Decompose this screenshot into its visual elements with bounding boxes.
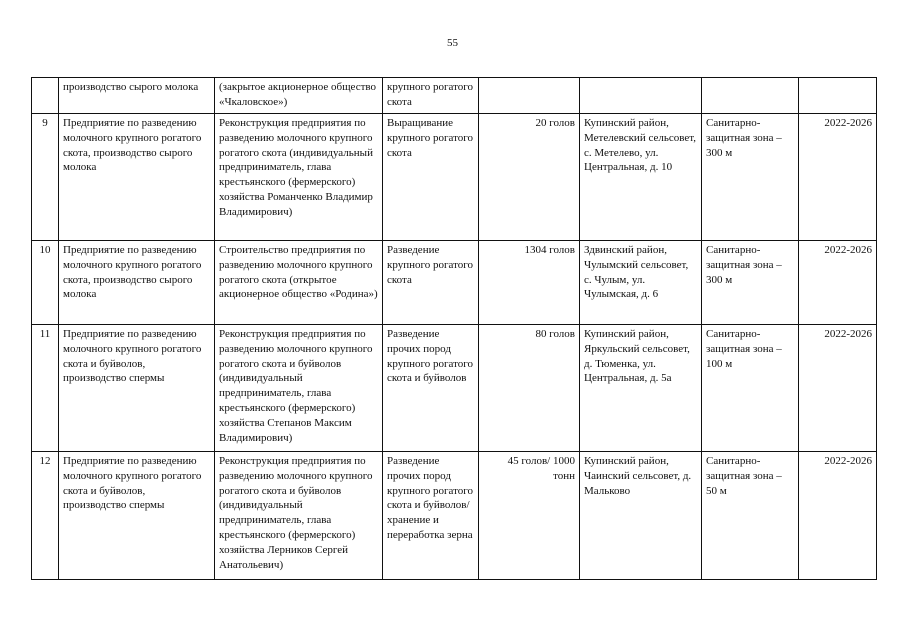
- location: Купинский район, Чаинский сельсовет, д. Мальково: [580, 452, 702, 580]
- location: Здвинский район, Чулымский сельсовет, с. Чулым, ул. Чулымская, д. 6: [580, 241, 702, 325]
- location: [580, 78, 702, 114]
- capacity-value: 45 голов/ 1000 тонн: [479, 452, 580, 580]
- row-number: 11: [32, 325, 59, 452]
- planning-table: [31, 77, 877, 580]
- object-name: Предприятие по разведению молочного крупного рогатого скота, производство сырого молока: [59, 114, 215, 241]
- row-number: 10: [32, 241, 59, 325]
- implementation-period: 2022-2026: [799, 452, 877, 580]
- location: Купинский район, Яркульский сельсовет, д. Тюменка, ул. Центральная, д. 5а: [580, 325, 702, 452]
- protection-zone: Санитарно-защитная зона – 300 м: [702, 114, 799, 241]
- activity-type: Разведение крупного рогатого скота: [383, 241, 479, 325]
- implementation-period: [799, 78, 877, 114]
- capacity-value: 1304 голов: [479, 241, 580, 325]
- object-name: производство сырого молока: [59, 78, 215, 114]
- location: Купинский район, Метелевский сельсовет, с. Метелево, ул. Центральная, д. 10: [580, 114, 702, 241]
- implementation-period: 2022-2026: [799, 114, 877, 241]
- protection-zone: [702, 78, 799, 114]
- page-number: 55: [447, 37, 458, 49]
- object-name: Предприятие по разведению молочного крупного рогатого скота и буйволов, производство спермы: [59, 325, 215, 452]
- protection-zone: Санитарно-защитная зона – 300 м: [702, 241, 799, 325]
- capacity-value: 20 голов: [479, 114, 580, 241]
- activity-type: Выращивание крупного рогатого скота: [383, 114, 479, 241]
- event-description: Строительство предприятия по разведению молочного крупного рогатого скота (открытое акционерное общество «Родина»): [215, 241, 383, 325]
- protection-zone: Санитарно-защитная зона – 100 м: [702, 325, 799, 452]
- implementation-period: 2022-2026: [799, 241, 877, 325]
- activity-type: крупного рогатого скота: [383, 78, 479, 114]
- activity-type: Разведение прочих пород крупного рогатого скота и буйволов/ хранение и переработка зерна: [383, 452, 479, 580]
- row-number: 9: [32, 114, 59, 241]
- object-name: Предприятие по разведению молочного крупного рогатого скота, производство сырого молока: [59, 241, 215, 325]
- table-row: [32, 241, 877, 325]
- event-description: (закрытое акционерное общество «Чкаловское»): [215, 78, 383, 114]
- capacity-value: [479, 78, 580, 114]
- table-row: [32, 114, 877, 241]
- table-row: [32, 78, 877, 114]
- event-description: Реконструкция предприятия по разведению молочного крупного рогатого скота и буйволов (индивидуальный предприниматель, глава крестьянского (фермерского) хозяйства Степанов Максим Владимирович): [215, 325, 383, 452]
- object-name: Предприятие по разведению молочного крупного рогатого скота и буйволов, производство спермы: [59, 452, 215, 580]
- table-row: [32, 325, 877, 452]
- row-number: [32, 78, 59, 114]
- capacity-value: 80 голов: [479, 325, 580, 452]
- protection-zone: Санитарно-защитная зона – 50 м: [702, 452, 799, 580]
- row-number: 12: [32, 452, 59, 580]
- table-row: [32, 452, 877, 580]
- event-description: Реконструкция предприятия по разведению молочного крупного рогатого скота и буйволов (индивидуальный предприниматель, глава крестьянского (фермерского) хозяйства Лерников Сергей Анатольевич): [215, 452, 383, 580]
- event-description: Реконструкция предприятия по разведению молочного крупного рогатого скота (индивидуальный предприниматель, глава крестьянского (фермерского) хозяйства Романченко Владимир Владимирович): [215, 114, 383, 241]
- activity-type: Разведение прочих пород крупного рогатого скота и буйволов: [383, 325, 479, 452]
- implementation-period: 2022-2026: [799, 325, 877, 452]
